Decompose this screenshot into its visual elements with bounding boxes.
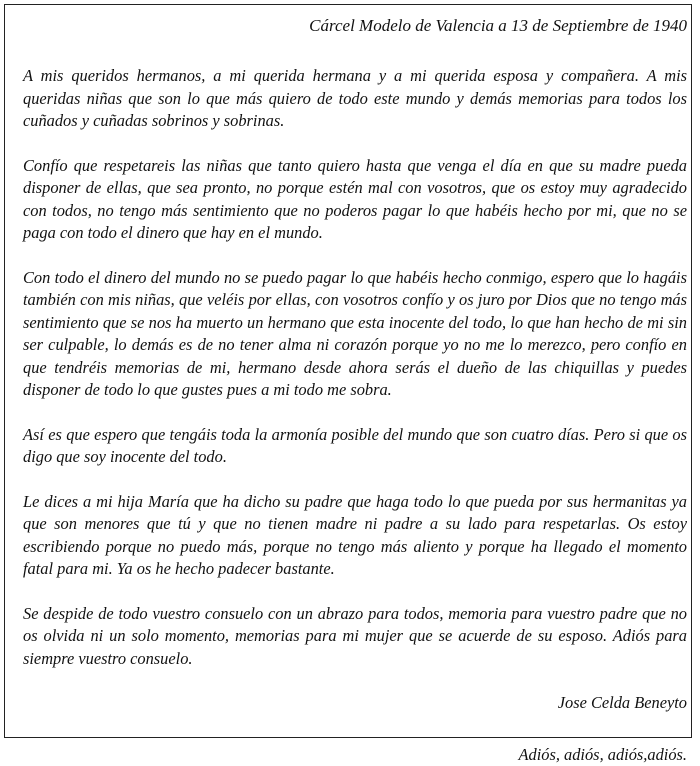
letter-dateline: Cárcel Modelo de Valencia a 13 de Septiembre de 1940: [309, 16, 687, 35]
letter-frame: [4, 4, 692, 764]
letter-body: [23, 15, 687, 766]
letter-paragraph-1: A mis queridos hermanos, a mi querida hermana y a mi querida esposa y compañera. A mis queridas niñas que son lo que más quiero de todo este mundo y demás memorias para todos los cuñados y cuñadas sobrinos y sobrinas.: [23, 66, 687, 130]
letter-paragraph-2: Confío que respetareis las niñas que tanto quiero hasta que venga el día en que su madre pueda disponer de ellas, que sea pronto, no porque estén mal con vosotros, que os estoy muy agradecido con todos, no tengo más sentimiento que no poderos pagar lo que habéis hecho por mi, que no se paga con todo el dinero que hay en el mundo.: [23, 155, 687, 242]
letter-paragraph-5: Le dices a mi hija María que ha dicho su padre que haga todo lo que pueda por sus hermanitas ya que son menores que tú y que no tienen madre ni padre a su lado para respetarlas. Os estoy escribiendo porque no puedo más, porque no tengo más aliento y porque ha llegado el momento fatal para mi. Ya os he hecho padecer bastante.: [23, 491, 687, 578]
letter-closing: Adiós, adiós, adiós,adiós.: [518, 745, 687, 764]
letter-signature: Jose Celda Beneyto: [557, 693, 687, 712]
letter-paragraph-3: Con todo el dinero del mundo no se puedo pagar lo que habéis hecho conmigo, espero que lo hagáis también con mis niñas, que veléis por ellas, con vosotros confío y os juro por Dios que no tengo más sentimiento que se nos ha muerto un hermano que esta inocente del todo, lo que han hecho de mi sin ser culpable, lo demás es de no tener alma ni corazón porque yo no me lo merezco, pero confío en que tendréis memorias de mi, hermano desde ahora serás el dueño de las chiquillas y puedes disponer de todo lo que gustes pues a mi todo me sobra.: [23, 267, 687, 399]
letter-paragraph-6: Se despide de todo vuestro consuelo con un abrazo para todos, memoria para vuestro padre que no os olvida ni un solo momento, memorias para mi mujer que se acuerde de su esposo. Adiós para siempre vuestro consuelo.: [23, 603, 687, 668]
letter-paragraph-4: Así es que espero que tengáis toda la armonía posible del mundo que son cuatro días. Pero si que os digo que soy inocente del todo.: [23, 424, 687, 466]
